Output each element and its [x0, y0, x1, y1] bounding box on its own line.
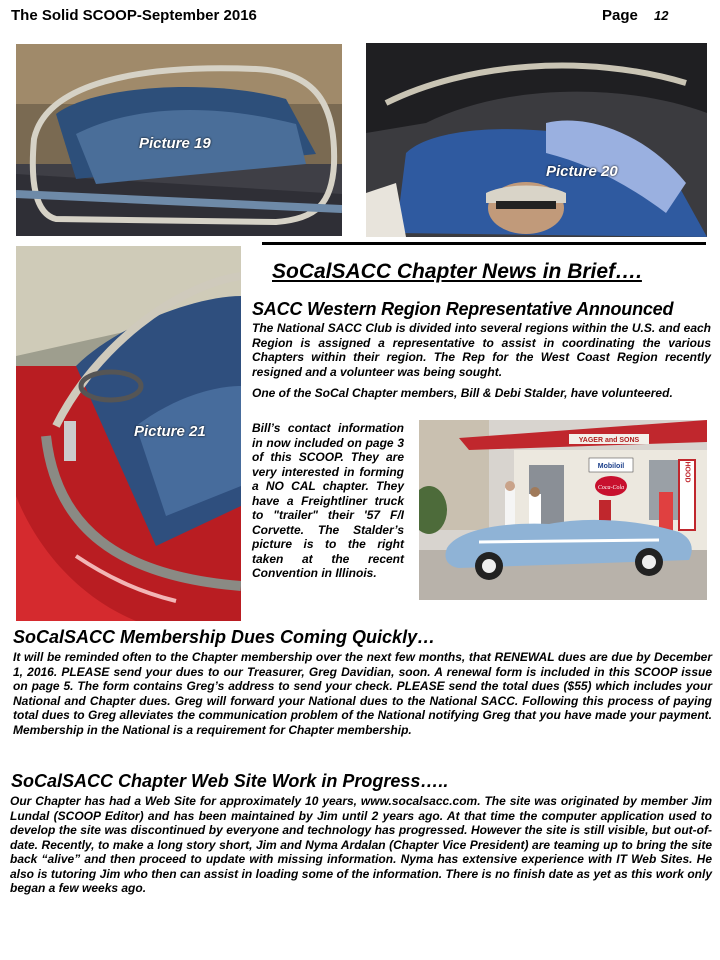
newsletter-title: The Solid SCOOP-September 2016: [11, 7, 257, 24]
website-body: Our Chapter has had a Web Site for approximately 10 years, www.socalsacc.com. The site was originated by member Jim Lundal (SCOOP Editor) and has been maintained by Jim until 2 years ago. At that time the computer application used to develop the site was discontinued by everyone and technology has progressed. However the site is still visible, but out-of-date. Recently, to make a long story short, Jim and Nyma Ardalan (Chapter Vice President) are teaming up to bring the site back “alive” and then proceed to update with missing information. Nyma has extensive experience with IT Web Sites. He also is tutoring Jim who then can assist in loading some of the information. There is no finish date as yet as this work only began a few weeks ago.: [10, 794, 712, 895]
dues-headline: SoCalSACC Membership Dues Coming Quickly…: [13, 627, 436, 647]
western-region-para-1: The National SACC Club is divided into several regions within the U.S. and each Region is assigned a representative to assist in coordinating the various Chapters within their region. The Rep for the West Coast Region recently resigned and a volunteer was being sought.: [252, 321, 711, 379]
picture-19-photo: [16, 44, 342, 236]
picture-21-photo: [16, 246, 241, 621]
section-title: SoCalSACC Chapter News in Brief….: [272, 260, 642, 283]
page-label: Page: [602, 7, 638, 24]
sign-hood: HOOD: [683, 461, 691, 483]
picture-20-caption: Picture 20: [546, 163, 618, 180]
website-headline: SoCalSACC Chapter Web Site Work in Progress…..: [11, 771, 449, 791]
picture-21-caption: Picture 21: [134, 423, 206, 440]
stalder-convention-photo: [419, 420, 707, 600]
dues-body: It will be reminded often to the Chapter membership over the next few months, that RENEWAL dues are due by December 1, 2016. PLEASE send your dues to our Treasurer, Greg Davidian, soon. A renewal form is included in this SCOOP issue on page 5. The form contains Greg’s address to send your check. PLEASE send the total dues ($55) which includes your National and Chapter dues. Greg will forward your National dues to the National SACC. Following this process of paying total dues to Greg alleviates the communication problem of the National notifying Greg that you have made your payment. Membership in the National is a requirement for Chapter membership.: [13, 650, 712, 737]
sign-mobiloil: Mobiloil: [597, 463, 625, 470]
western-region-headline: SACC Western Region Representative Announced: [252, 299, 674, 319]
section-divider: [262, 242, 706, 245]
picture-19-caption: Picture 19: [139, 135, 211, 152]
picture-20-photo: [366, 43, 707, 237]
sign-yager: YAGER and SONS: [578, 437, 640, 444]
western-region-para-2: One of the SoCal Chapter members, Bill & Debi Stalder, have volunteered.: [252, 386, 673, 400]
western-region-para-3: Bill’s contact information in now included on page 3 of this SCOOP. They are very interested in forming a NO CAL chapter. They have a Freightliner truck to "trailer" their '57 F/I Corvette. The Stalder’s picture is to the right taken at the recent Convention in Illinois.: [252, 421, 404, 580]
sign-cola: Coca-Cola: [597, 485, 625, 491]
page-number: 12: [654, 8, 669, 23]
